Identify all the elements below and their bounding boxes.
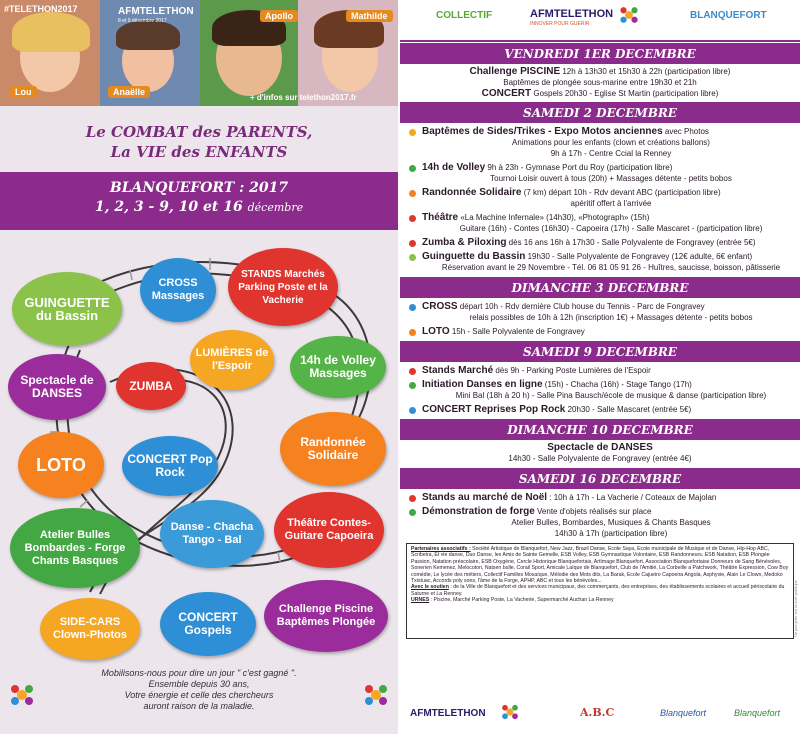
bubble-stands: STANDS Marchés Parking Poste et la Vacherie: [228, 248, 338, 326]
afm-logo: AFMTELETHON: [530, 8, 614, 20]
footer-message: [60, 668, 338, 712]
afm-logo-top-sub: 8 et 9 décembre 2017: [118, 18, 167, 24]
day2-events: [400, 126, 800, 273]
event-title: Stands au marché de Noël: [422, 492, 548, 503]
slogan: [0, 122, 398, 162]
event-item: [400, 301, 800, 323]
logo-blanquefort: Blanquefort: [660, 708, 707, 718]
bubble-guinguette: GUINGUETTE du Bassin: [12, 272, 122, 346]
afm-logo-sub: INNOVER POUR GUÉRIR: [530, 21, 590, 27]
event-details: (7 km) départ 10h - Rdv devant ABC (participation libre): [521, 188, 721, 197]
footer-line: auront raison de la maladie.: [143, 701, 255, 711]
bullet-dot-icon: [409, 190, 416, 197]
bullet-dot-icon: [409, 329, 416, 336]
bullet-dot-icon: [409, 382, 416, 389]
bubble-zumba: ZUMBA: [116, 362, 186, 410]
day9-events: [400, 365, 800, 415]
event-item: [400, 492, 800, 503]
day1-line1: Challenge PISCINE 12h à 13h30 et 15h30 à 22h (participation libre): [469, 66, 731, 77]
bubble-loto: LOTO: [18, 432, 104, 498]
bullet-dot-icon: [409, 240, 416, 247]
event-title: CONCERT Reprises Pop Rock: [422, 404, 566, 415]
hashtag: #TELETHON2017: [4, 4, 78, 14]
event-details: Vente d'objets réalisés sur place: [534, 507, 652, 516]
event-details: dès 16 ans 16h à 17h30 - Salle Polyvalente de Fongravey (entrée 5€): [506, 238, 756, 247]
event-item: [400, 326, 800, 337]
event-title: Démonstration de forge: [422, 506, 535, 517]
footer-line: Votre énergie et celle des chercheurs: [124, 690, 274, 700]
event-subline: relais possibles de 10h à 12h (inscription 1€) + Massages détente - petits bobos: [469, 313, 753, 322]
flower-logo-icon: [618, 4, 640, 26]
soutien-label: Avec le soutien: [411, 584, 449, 591]
photo-banner: [0, 0, 398, 106]
urnes-text: : Piscine, Marché Parking Poste, La Vacherie, Supermarché Auchan La Renney: [429, 597, 614, 604]
event-title: Stands Marché: [422, 365, 494, 376]
event-details: 20h30 - Salle Mascaret (entrée 5€): [565, 405, 692, 414]
event-subline: Réservation avant le 29 Novembre - Tél. 06 81 05 91 26 - Huîtres, saucisse, boisson, pâtisserie: [441, 263, 781, 272]
bubble-concert-gospels: CONCERT Gospels: [160, 592, 256, 656]
event-title: Randonnée Solidaire: [422, 187, 522, 198]
bullet-dot-icon: [409, 254, 416, 261]
event-details: (15h) - Chacha (16h) - Stage Tango (17h): [542, 380, 692, 389]
event-title: Initiation Danses en ligne: [422, 379, 543, 390]
day1-line2: Baptêmes de plongée sous-marine entre 19h30 et 21h: [503, 78, 697, 87]
event-item: [400, 379, 800, 401]
day1-line3: CONCERT Gospels 20h30 - Eglise St Martin (participation libre): [481, 88, 719, 99]
day-header-3: DIMANCHE 3 DECEMBRE: [400, 276, 800, 298]
bullet-dot-icon: [409, 368, 416, 375]
event-subline: Animations pour les enfants (clown et créations ballons): [512, 138, 710, 147]
photo-label: Lou: [10, 86, 37, 98]
event-details: dès 9h - Parking Poste Lumières de l'Espoir: [493, 366, 651, 375]
footer-line: Mobilisons-nous pour dire un jour " c'est gagné ".: [101, 668, 297, 678]
dates-suffix: décembre: [247, 201, 304, 214]
event-item: [400, 126, 800, 159]
flower-logo-icon: [500, 702, 520, 722]
event-subline: Guitare (16h) - Contes (16h30) - Capoeira (17h) - Salle Mascaret - (participation libre): [459, 224, 763, 233]
event-title: Théâtre: [422, 212, 459, 223]
day-header-10: DIMANCHE 10 DECEMBRE: [400, 418, 800, 440]
bullet-dot-icon: [409, 509, 416, 516]
bubble-randonnee: Randonnée Solidaire: [280, 412, 386, 486]
bubble-danses: Spectacle de DANSES: [8, 354, 106, 420]
bubble-volley: 14h de Volley Massages: [290, 336, 386, 398]
logo-blanquefort-2: Blanquefort: [734, 708, 781, 718]
afm-logo-top: AFMTELETHON: [118, 6, 194, 17]
event-item: [400, 237, 800, 248]
bubble-side-cars: SIDE-CARS Clown-Photos: [40, 598, 140, 660]
bubble-theatre: Théâtre Contes-Guitare Capoeira: [274, 492, 384, 568]
day10-line1: Spectacle de DANSES: [547, 442, 653, 453]
day-header-16: SAMEDI 16 DECEMBRE: [400, 467, 800, 489]
event-details: départ 10h - Rdv dernière Club house du Tennis - Parc de Fongravey: [457, 302, 705, 311]
bullet-dot-icon: [409, 129, 416, 136]
slogan-line2: La VIE des ENFANTS: [110, 143, 288, 161]
event-title: Baptêmes de Sides/Trikes - Expo Motos anciennes: [422, 126, 663, 137]
left-panel: [0, 0, 398, 734]
soutien-text: : de la Ville de Blanquefort et des services municipaux, des commerçants, des entreprises, des établissements scolaires et accueil périscolaire du Saturne et La Renney.: [411, 584, 785, 597]
collectif-label: COLLECTIF: [436, 10, 493, 21]
bullet-dot-icon: [409, 215, 416, 222]
event-title: LOTO: [422, 326, 450, 337]
photo-label: Apollo: [260, 10, 298, 22]
event-item: [400, 404, 800, 415]
event-subline: Mini Bal (18h à 20 h) - Salle Pina Bausch/école de musique & danse (participation libre): [455, 391, 767, 400]
bullet-dot-icon: [409, 407, 416, 414]
side-note: Ne pas jeter sur la voie publique: [793, 580, 798, 638]
event-details: avec Photos: [662, 127, 709, 136]
event-item: [400, 506, 800, 539]
event-subline: 14h30 à 17h (participation libre): [554, 529, 668, 538]
urnes-label: URNES: [411, 597, 430, 604]
bullet-dot-icon: [409, 165, 416, 172]
event-item: [400, 162, 800, 184]
bullet-dot-icon: [409, 304, 416, 311]
right-header: [400, 0, 800, 42]
infos-link[interactable]: + d'infos sur telethon2017.fr: [250, 93, 357, 102]
bubble-cross: CROSS Massages: [140, 258, 216, 322]
partners-box: [406, 543, 794, 639]
flower-logo-icon: [362, 682, 390, 708]
right-panel: [400, 0, 800, 734]
event-subline: 9h à 17h - Centre Ccial la Renney: [550, 149, 672, 158]
partners-text: Société Artistique de Blanquefort, New Jazz, Brazil Danse, Ecole Saya, Ecole municipale de Musique et de Danse, Hip-Hop ABC, Scribeira, Et vie danse, Duo Danse, les Amis de Sainte Gemelle, ESB Volley, ESB Gymnastique Volontaire, ESB Randonneurs, ESB Natation, ESB Plongée Passion, Natation préscolaire, ESB Oxygène, Cercle Historique Blanquefortais, ArtImage Blanquefort, Association Blanquefortaise Donneurs de Sang Bénévoles, Sonerien Kemenez, Melocoton, Natsen bulle, Corail Sport, Amicale Laïque de Blanquefort, Club de l'Amitié, La Corbeille a Patchwork, Théâtre Expression, Cow Boy comédie, Le lycée des métiers, Collectif Familles Mosaïque, Mélodie des Mots dits, La Barak, Ecole Cajueiro Capoeira Angola, Asphyxie, Alain Le Clown, Medoko Txistuac, Accords poly sons, l'âme de la Forge, APHP, ABC et tous les bénévoles...: [411, 546, 789, 585]
blanquefort-label: BLANQUEFORT: [690, 10, 767, 21]
flower-logo-icon: [8, 682, 36, 708]
event-item: [400, 212, 800, 234]
bubble-lumieres: LUMIÈRES de l'Espoir: [190, 330, 274, 390]
photo-apollo: [200, 0, 298, 106]
event-title: Guinguette du Bassin: [422, 251, 526, 262]
slogan-line1: Le COMBAT des PARENTS,: [85, 123, 313, 141]
bubble-danse-chacha: Danse - Chacha Tango - Bal: [160, 500, 264, 568]
place-band: [0, 172, 398, 230]
bubble-challenge-piscine: Challenge Piscine Baptêmes Plongée: [264, 580, 388, 652]
photo-lou: [0, 0, 100, 106]
bubble-concert-pop: CONCERT Pop Rock: [122, 436, 218, 496]
event-details: 19h30 - Salle Polyvalente de Fongravey (12€ adulte, 6€ enfant): [525, 252, 753, 261]
event-item: [400, 187, 800, 209]
bullet-dot-icon: [409, 495, 416, 502]
day10-line2: 14h30 - Salle Polyvalente de Fongravey (entrée 4€): [508, 454, 692, 463]
event-details: : 10h à 17h - La Vacherie / Coteaux de Majolan: [547, 493, 717, 502]
photo-label: Anaëlle: [108, 86, 150, 98]
event-item: [400, 251, 800, 273]
place-title: BLANQUEFORT : 2017: [109, 180, 289, 196]
event-title: 14h de Volley: [422, 162, 486, 173]
event-details: 15h - Salle Polyvalente de Fongravey: [449, 327, 585, 336]
footer-line: Ensemble depuis 30 ans,: [148, 679, 250, 689]
day-header-1: VENDREDI 1ER DECEMBRE: [400, 42, 800, 64]
day-header-2: SAMEDI 2 DECEMBRE: [400, 101, 800, 123]
event-details: «La Machine Infernale» (14h30), «Photograph» (15h): [458, 213, 650, 222]
photo-mathilde: [298, 0, 398, 106]
dates-main: 1, 2, 3 - 9, 10 et 16: [94, 199, 243, 215]
event-subline: Tournoi Loisir ouvert à tous (20h) + Massages détente - petits bobos: [490, 174, 732, 183]
event-item: [400, 365, 800, 376]
event-title: CROSS: [422, 301, 458, 312]
event-subline: apéritif offert à l'arrivée: [570, 199, 652, 208]
day16-events: [400, 492, 800, 539]
partner-logos: [400, 696, 800, 734]
day-header-9: SAMEDI 9 DECEMBRE: [400, 340, 800, 362]
logo-afm: AFMTELETHON: [410, 708, 486, 719]
event-details: 9h à 23h - Gymnase Port du Roy (participation libre): [485, 163, 673, 172]
day3-events: [400, 301, 800, 337]
event-title: Zumba & Piloxing: [422, 237, 507, 248]
logo-abc: A.B.C: [580, 706, 615, 719]
photo-label: Mathilde: [346, 10, 393, 22]
bubble-atelier: Atelier Bulles Bombardes - Forge Chants Basques: [10, 508, 140, 588]
partners-label: Partenaires associatifs :: [411, 546, 471, 552]
dates: [0, 199, 398, 215]
event-subline: Atelier Bulles, Bombardes, Musiques & Chants Basques: [511, 518, 711, 527]
